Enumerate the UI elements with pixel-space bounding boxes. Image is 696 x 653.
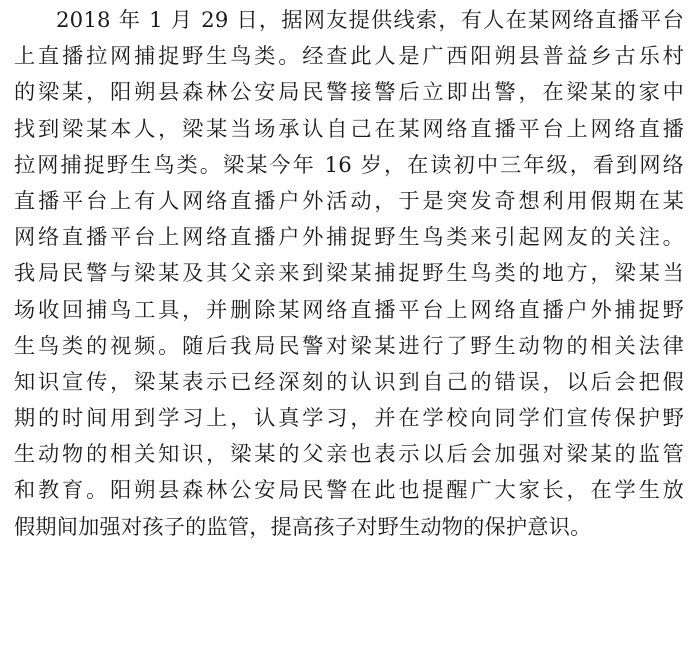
text-line: 2018 年 1 月 29 日，据网友提供线索，有人在某网络直播平台	[56, 7, 684, 32]
text-line: 假期间加强对孩子的监管，提高孩子对野生动物的保护意识。	[14, 513, 592, 539]
text-line: 直播平台上有人网络直播户外活动，于是突发奇想利用假期在某	[14, 187, 684, 213]
text-line: 找到梁某本人，梁某当场承认自己在某网络直播平台上网络直播	[14, 115, 684, 141]
text-line: 我局民警与梁某及其父亲来到梁某捕捉野生鸟类的地方，梁某当	[14, 260, 684, 286]
text-line: 生动物的相关知识，梁某的父亲也表示以后会加强对梁某的监管	[14, 441, 684, 467]
text-line: 生鸟类的视频。随后我局民警对梁某进行了野生动物的相关法律	[14, 332, 684, 358]
text-line: 场收回捕鸟工具，并删除某网络直播平台上网络直播户外捕捉野	[14, 296, 684, 322]
text-line: 拉网捕捉野生鸟类。梁某今年 16 岁，在读初中三年级，看到网络	[14, 151, 684, 177]
text-line: 知识宣传，梁某表示已经深刻的认识到自己的错误，以后会把假	[14, 368, 684, 394]
text-line: 和教育。阳朔县森林公安局民警在此也提醒广大家长，在学生放	[14, 477, 684, 503]
text-line: 期的时间用到学习上，认真学习，并在学校向同学们宣传保护野	[14, 405, 684, 431]
text-line: 网络直播平台上网络直播户外捕捉野生鸟类来引起网友的关注。	[14, 224, 684, 250]
text-line: 上直播拉网捕捉野生鸟类。经查此人是广西阳朔县普益乡古乐村	[14, 43, 684, 69]
document-body	[14, 2, 684, 545]
text-line: 的梁某，阳朔县森林公安局民警接警后立即出警，在梁某的家中	[14, 79, 684, 105]
